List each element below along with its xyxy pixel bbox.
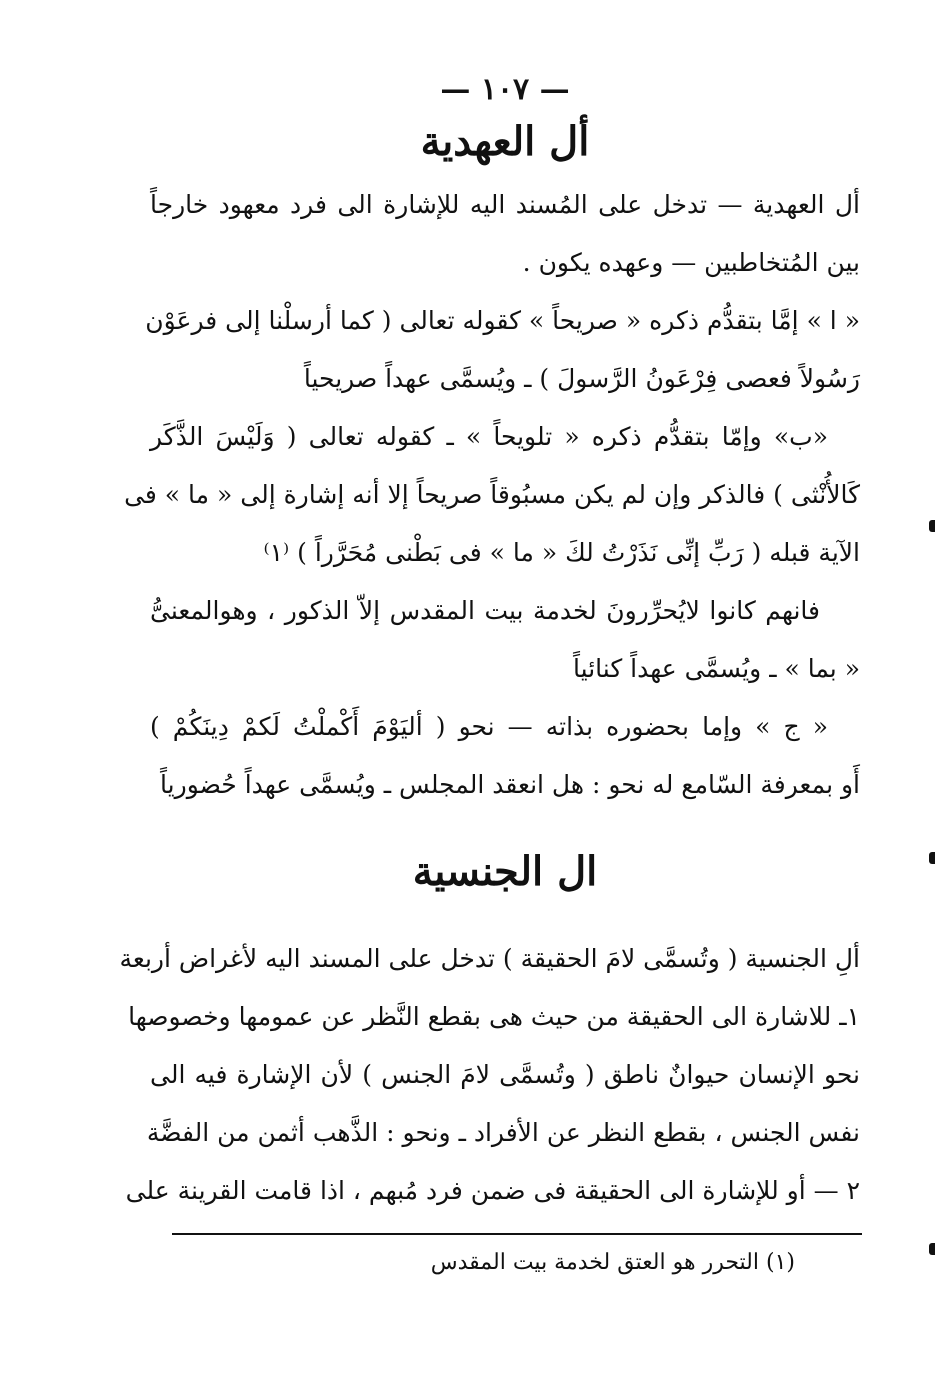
section-heading-ahdiya: أل العهدية — [420, 118, 590, 165]
text-line: كَالأُنْثى ) فالذكر وإن لم يكن مسبُوقاً صريحاً إلا أنه إشارة إلى « ما » فى — [124, 480, 860, 509]
text-line: ٢ — أو للإشارة الى الحقيقة فى ضمن فرد مُبهم ، اذا قامت القرينة على — [125, 1176, 860, 1205]
page-edge-mark — [929, 1243, 935, 1255]
section-heading-jinsiya: ال الجنسية — [412, 848, 598, 895]
text-line: فانهم كانوا لايُحرِّرونَ لخدمة بيت المقدس إلاّ الذكور ، وهوالمعنىُّ — [150, 596, 820, 625]
text-line: الآية قبله ( رَبِّ إنِّى نَذَرْتُ لكَ « ما » فى بَطْنى مُحَرَّراً ) ⁽١⁾ — [263, 538, 860, 567]
text-line: رَسُولاً فعصى فِرْعَونُ الرَّسولَ ) ـ ويُسمَّى عهداً صريحياً — [303, 364, 860, 393]
section-jinsiya-body — [119, 930, 860, 1220]
section-ahdiya-body — [124, 176, 860, 814]
text-line: أل العهدية — تدخل على المُسند اليه للإشارة الى فرد معهود خارجاً — [150, 190, 860, 219]
page-number: — ١٠٧ — — [440, 72, 570, 107]
text-line: ألِ الجنسية ( وتُسمَّى لامَ الحقيقة ) تدخل على المسند اليه لأغراض أربعة — [119, 944, 860, 973]
text-line: نفس الجنس ، بقطع النظر عن الأفراد ـ ونحو : الذَّهب أثمن من الفضَّة — [146, 1118, 860, 1147]
text-line: « ا » إمَّا بتقدُّم ذكره « صريحاً » كقوله تعالى ( كما أرسلْنا إلى فرعَوْن — [145, 306, 860, 335]
text-line: أَو بمعرفة السّامع له نحو : هل انعقد المجلس ـ ويُسمَّى عهداً حُضورياً — [160, 770, 860, 799]
page-edge-mark — [929, 852, 935, 864]
footnote: (١) التحرر هو العتق لخدمة بيت المقدس — [430, 1250, 795, 1275]
document-page — [119, 70, 860, 1220]
text-line: بين المُتخاطبين — وعهده يكون . — [522, 248, 860, 277]
footnote-divider — [172, 1233, 862, 1235]
text-line: « بما » ـ ويُسمَّى عهداً كنائياً — [573, 654, 860, 683]
page-edge-mark — [929, 520, 935, 532]
text-line: نحو الإنسان حيوانٌ ناطق ( وتُسمَّى لامَ الجنس ) لأن الإشارة فيه الى — [150, 1060, 860, 1089]
text-line: « ج » وإما بحضوره بذاته — نحو ( أليَوْمَ أَكْملْتُ لَكمْ دِينَكُمْ ) — [150, 712, 828, 741]
text-line: ١ـ للاشارة الى الحقيقة من حيث هى بقطع النَّظر عن عمومها وخصوصها — [128, 1002, 860, 1031]
text-line: «ب» وإمّا بتقدُّم ذكره « تلويحاً » ـ كقوله تعالى ( وَلَيْسَ الذَّكَر — [150, 422, 828, 451]
